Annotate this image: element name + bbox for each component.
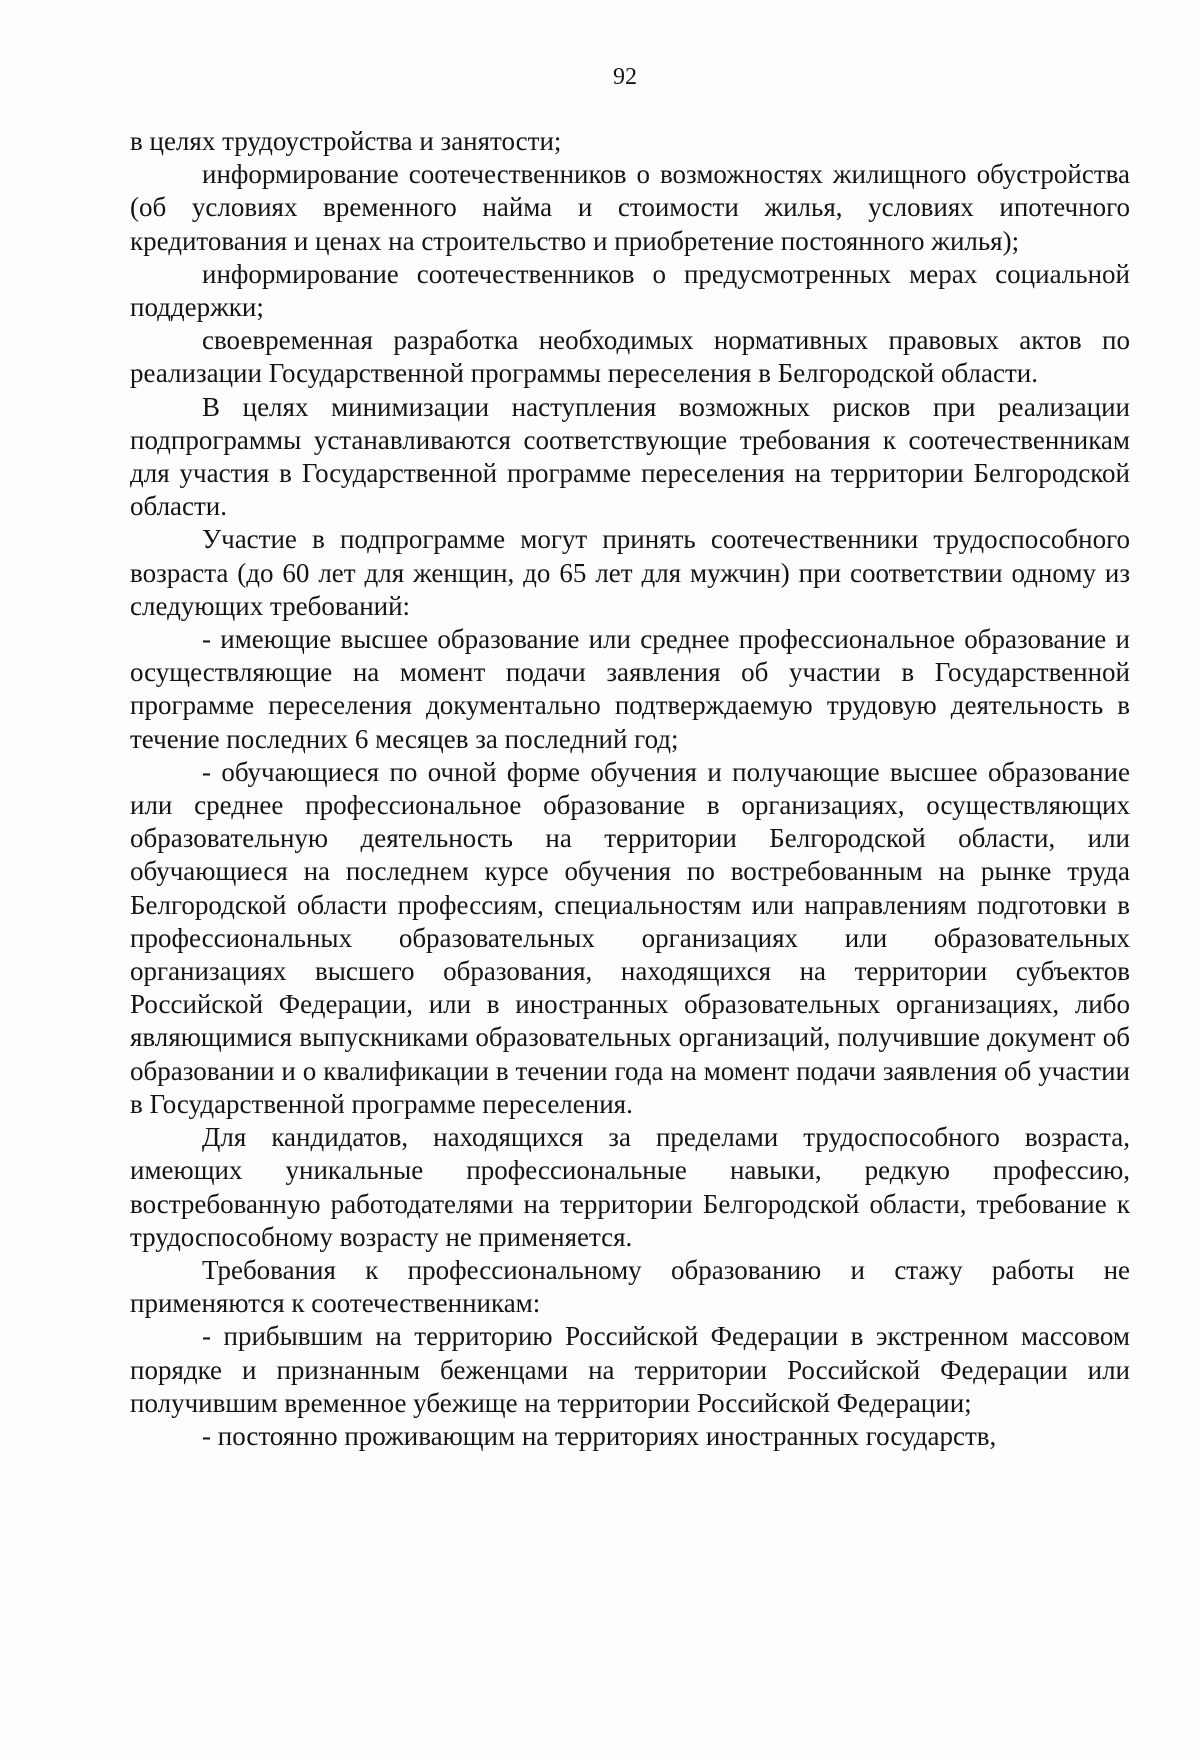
paragraph: в целях трудоустройства и занятости; xyxy=(130,126,562,156)
paragraph: - прибывшим на территорию Российской Федерации в экстренном массовом порядке и признанным беженцами на территории Российской Федерации или получившим временное убежище на территории Российской Федерации; xyxy=(130,1321,1130,1418)
paragraph: Для кандидатов, находящихся за пределами трудоспособного возраста, имеющих уникальные профессиональные навыки, редкую профессию, востребованную работодателями на территории Белгородской области, требование к трудоспособному возрасту не применяется. xyxy=(130,1122,1130,1252)
paragraph: - имеющие высшее образование или среднее профессиональное образование и осуществляющие на момент подачи заявления об участии в Государственной программе переселения документально подтверждаемую трудовую деятельность в течение последних 6 месяцев за последний год; xyxy=(130,624,1130,754)
paragraph: информирование соотечественников о предусмотренных мерах социальной поддержки; xyxy=(130,258,1130,323)
paragraph: В целях минимизации наступления возможных рисков при реализации подпрограммы устанавливаются соответствующие требования к соотечественникам для участия в Государственной программе переселения на территории Белгородской области. xyxy=(130,391,1130,522)
paragraph: своевременная разработка необходимых нормативных правовых актов по реализации Государственной программы переселения в Белгородской области. xyxy=(130,325,1130,389)
paragraph: Требования к профессиональному образованию и стажу работы не применяются к соотечественникам: xyxy=(130,1254,1130,1319)
document-body xyxy=(130,125,1130,1453)
paragraph: Участие в подпрограмме могут принять соотечественники трудоспособного возраста (до 60 лет для женщин, до 65 лет для мужчин) при соответствии одному из следующих требований: xyxy=(130,524,1130,621)
paragraph: - обучающиеся по очной форме обучения и получающие высшее образование или среднее профессиональное образование в организациях, осуществляющих образовательную деятельность на территории Белгородской области, или обучающиеся на последнем курсе обучения по востребованным на рынке труда Белгородской области профессиям, специальностям или направлениям подготовки в профессиональных образовательных организациях или образовательных организациях высшего образования, находящихся на территории субъектов Российской Федерации, или в иностранных образовательных организациях, либо являющимися выпускниками образовательных организаций, получившие документ об образовании и о квалификации в течении года на момент подачи заявления об участии в Государственной программе переселения. xyxy=(130,756,1130,1119)
paragraph: информирование соотечественников о возможностях жилищного обустройства (об условиях временного найма и стоимости жилья, условиях ипотечного кредитования и ценах на строительство и приобретение постоянного жилья); xyxy=(130,159,1130,256)
paragraph: - постоянно проживающим на территориях иностранных государств, xyxy=(202,1420,997,1451)
page-number: 92 xyxy=(613,64,637,90)
